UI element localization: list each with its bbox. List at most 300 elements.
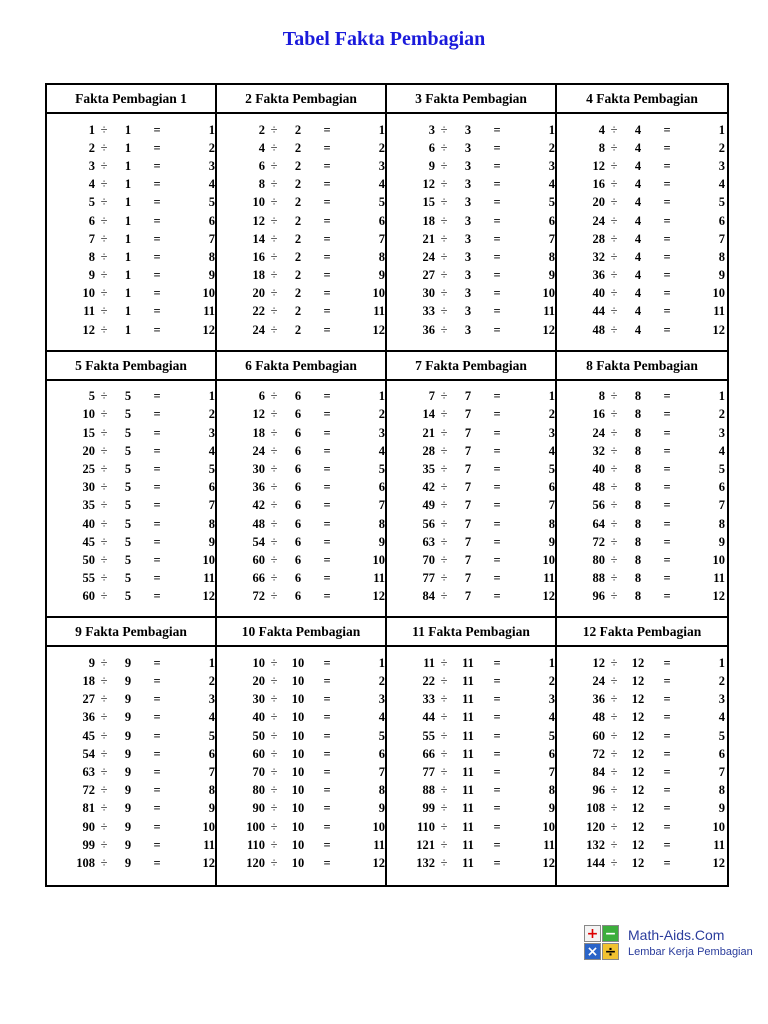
fact-row [217, 588, 385, 606]
dividend: 12 [82, 322, 95, 337]
divisor: 4 [634, 158, 642, 173]
equals-sign: = [663, 765, 671, 780]
divisor: 10 [291, 728, 305, 743]
divisor: 3 [464, 268, 472, 283]
equals-sign: = [153, 304, 161, 319]
divisor: 9 [124, 801, 132, 816]
quotient: 11 [713, 837, 725, 852]
dividend: 77 [422, 571, 435, 586]
equals-sign: = [323, 389, 331, 404]
dividend: 108 [76, 855, 95, 870]
divisor: 2 [294, 322, 302, 337]
divide-sign: ÷ [100, 286, 108, 301]
divisor: 10 [291, 692, 305, 707]
divide-sign: ÷ [270, 304, 278, 319]
divisor: 3 [464, 304, 472, 319]
divisor: 6 [294, 552, 302, 567]
equals-sign: = [153, 589, 161, 604]
dividend: 49 [422, 498, 435, 513]
equals-sign: = [493, 571, 501, 586]
quotient: 3 [378, 158, 385, 173]
minus-icon: − [602, 925, 619, 942]
fact-row [217, 285, 385, 303]
divide-sign: ÷ [610, 286, 618, 301]
dividend: 132 [586, 837, 605, 852]
dividend: 3 [428, 122, 435, 137]
dividend: 32 [592, 249, 605, 264]
quotient: 7 [208, 231, 215, 246]
divide-sign: ÷ [270, 674, 278, 689]
divide-sign: ÷ [610, 655, 618, 670]
fact-row [47, 194, 215, 212]
divide-sign: ÷ [270, 728, 278, 743]
divisor: 7 [464, 407, 472, 422]
equals-sign: = [663, 195, 671, 210]
dividend: 6 [428, 140, 435, 155]
fact-rows [557, 381, 727, 606]
divisor: 3 [464, 286, 472, 301]
quotient: 9 [378, 801, 385, 816]
divisor: 1 [124, 213, 132, 228]
equals-sign: = [323, 177, 331, 192]
dividend: 80 [592, 552, 605, 567]
divisor: 10 [291, 801, 305, 816]
divide-sign: ÷ [440, 801, 448, 816]
quotient: 11 [203, 837, 215, 852]
divide-sign: ÷ [100, 249, 108, 264]
dividend: 12 [252, 407, 265, 422]
quotient: 3 [548, 692, 555, 707]
divide-sign: ÷ [270, 783, 278, 798]
fact-row [557, 479, 727, 497]
fact-row [217, 654, 385, 672]
divide-sign: ÷ [100, 692, 108, 707]
fact-row [387, 424, 555, 442]
divisor: 1 [124, 268, 132, 283]
dividend: 24 [592, 425, 605, 440]
quotient: 6 [718, 746, 725, 761]
equals-sign: = [153, 425, 161, 440]
divide-sign: ÷ [610, 819, 618, 834]
divide-sign: ÷ [610, 746, 618, 761]
quotient: 4 [208, 177, 215, 192]
quotient: 12 [712, 589, 725, 604]
fact-row [387, 836, 555, 854]
fact-table-heading: 4 Fakta Pembagian [557, 85, 727, 114]
fact-row [387, 248, 555, 266]
divisor: 3 [464, 177, 472, 192]
divide-sign: ÷ [610, 855, 618, 870]
quotient: 4 [718, 177, 725, 192]
divide-sign: ÷ [270, 322, 278, 337]
fact-row [557, 285, 727, 303]
dividend: 12 [592, 655, 605, 670]
dividend: 7 [88, 231, 95, 246]
fact-row [387, 285, 555, 303]
divide-sign: ÷ [100, 158, 108, 173]
quotient: 5 [378, 462, 385, 476]
divisor: 11 [462, 692, 474, 707]
dividend: 50 [82, 552, 95, 567]
divide-sign: ÷ [610, 765, 618, 780]
quotient: 1 [378, 655, 385, 670]
fact-row [217, 570, 385, 588]
quotient: 1 [208, 122, 215, 137]
dividend: 36 [592, 692, 605, 707]
quotient: 8 [208, 516, 215, 531]
dividend: 72 [252, 589, 265, 604]
divide-sign: ÷ [610, 195, 618, 210]
divisor: 2 [294, 122, 302, 137]
fact-row [47, 248, 215, 266]
equals-sign: = [153, 389, 161, 404]
fact-row [217, 854, 385, 872]
divisor: 8 [634, 552, 642, 567]
equals-sign: = [663, 286, 671, 301]
fact-row [387, 230, 555, 248]
divisor: 5 [124, 407, 132, 422]
fact-row [47, 121, 215, 139]
divisor: 2 [294, 249, 302, 264]
dividend: 56 [422, 516, 435, 531]
equals-sign: = [493, 498, 501, 513]
dividend: 99 [422, 801, 435, 816]
equals-sign: = [493, 655, 501, 670]
fact-row [557, 194, 727, 212]
quotient: 2 [378, 407, 385, 422]
equals-sign: = [663, 655, 671, 670]
fact-row [217, 836, 385, 854]
equals-sign: = [153, 765, 161, 780]
divisor: 7 [464, 425, 472, 440]
fact-row [387, 551, 555, 569]
fact-table [387, 85, 557, 352]
dividend: 36 [422, 322, 435, 337]
divisor: 3 [464, 213, 472, 228]
dividend: 50 [252, 728, 265, 743]
quotient: 4 [718, 710, 725, 725]
dividend: 9 [88, 268, 95, 283]
fact-row [387, 176, 555, 194]
fact-row [387, 515, 555, 533]
equals-sign: = [493, 819, 501, 834]
fact-table-heading: 12 Fakta Pembagian [557, 618, 727, 647]
divisor: 2 [294, 213, 302, 228]
equals-sign: = [153, 710, 161, 725]
quotient: 7 [378, 498, 385, 513]
divide-sign: ÷ [440, 122, 448, 137]
divisor: 2 [294, 158, 302, 173]
divide-sign: ÷ [610, 516, 618, 531]
divide-sign: ÷ [270, 855, 278, 870]
divisor: 9 [124, 837, 132, 852]
dividend: 11 [83, 304, 95, 319]
quotient: 5 [718, 728, 725, 743]
divide-sign: ÷ [610, 389, 618, 404]
divide-sign: ÷ [270, 801, 278, 816]
fact-row [387, 121, 555, 139]
fact-table-heading: Fakta Pembagian 1 [47, 85, 215, 114]
divide-sign: ÷ [100, 552, 108, 567]
equals-sign: = [493, 480, 501, 495]
divide-sign: ÷ [440, 783, 448, 798]
quotient: 7 [718, 498, 725, 513]
divisor: 11 [462, 801, 474, 816]
quotient: 1 [378, 122, 385, 137]
equals-sign: = [493, 765, 501, 780]
divisor: 8 [634, 516, 642, 531]
fact-row [387, 654, 555, 672]
divisor: 7 [464, 534, 472, 549]
divide-sign: ÷ [270, 122, 278, 137]
divisor: 12 [631, 728, 645, 743]
divisor: 6 [294, 571, 302, 586]
dividend: 48 [592, 322, 605, 337]
quotient: 9 [548, 534, 555, 549]
divide-sign: ÷ [270, 819, 278, 834]
quotient: 8 [718, 783, 725, 798]
quotient: 11 [373, 571, 385, 586]
divide-sign: ÷ [440, 765, 448, 780]
dividend: 24 [422, 249, 435, 264]
divisor: 11 [462, 837, 474, 852]
equals-sign: = [323, 855, 331, 870]
equals-sign: = [493, 692, 501, 707]
equals-sign: = [153, 783, 161, 798]
quotient: 2 [548, 407, 555, 422]
divisor: 2 [294, 231, 302, 246]
quotient: 6 [718, 213, 725, 228]
divisor: 7 [464, 516, 472, 531]
divide-sign: ÷ [440, 480, 448, 495]
fact-row [47, 727, 215, 745]
quotient: 10 [712, 552, 725, 567]
equals-sign: = [153, 692, 161, 707]
divisor: 2 [294, 195, 302, 210]
dividend: 72 [592, 746, 605, 761]
equals-sign: = [323, 534, 331, 549]
equals-sign: = [153, 837, 161, 852]
fact-row [387, 267, 555, 285]
divisor: 8 [634, 389, 642, 404]
divisor: 7 [464, 552, 472, 567]
equals-sign: = [153, 746, 161, 761]
fact-row [557, 139, 727, 157]
equals-sign: = [493, 140, 501, 155]
dividend: 110 [246, 837, 265, 852]
fact-row [387, 321, 555, 339]
equals-sign: = [323, 213, 331, 228]
equals-sign: = [323, 443, 331, 458]
equals-sign: = [663, 249, 671, 264]
fact-row [557, 800, 727, 818]
divide-sign: ÷ [610, 177, 618, 192]
fact-rows [387, 647, 555, 872]
divide-icon: ÷ [602, 943, 619, 960]
divide-sign: ÷ [610, 407, 618, 422]
equals-sign: = [153, 534, 161, 549]
divisor: 7 [464, 389, 472, 404]
equals-sign: = [663, 443, 671, 458]
dividend: 36 [592, 268, 605, 283]
divide-sign: ÷ [270, 462, 278, 476]
divide-sign: ÷ [610, 837, 618, 852]
fact-table [387, 352, 557, 619]
dividend: 21 [422, 425, 435, 440]
dividend: 33 [422, 692, 435, 707]
divide-sign: ÷ [610, 710, 618, 725]
quotient: 1 [548, 655, 555, 670]
fact-row [217, 388, 385, 406]
dividend: 35 [82, 498, 95, 513]
fact-table-heading: 11 Fakta Pembagian [387, 618, 555, 647]
divisor: 5 [124, 480, 132, 495]
fact-row [217, 176, 385, 194]
quotient: 6 [718, 480, 725, 495]
quotient: 4 [718, 443, 725, 458]
divide-sign: ÷ [100, 177, 108, 192]
quotient: 8 [378, 249, 385, 264]
equals-sign: = [323, 158, 331, 173]
quotient: 7 [208, 765, 215, 780]
quotient: 2 [208, 407, 215, 422]
divide-sign: ÷ [270, 552, 278, 567]
equals-sign: = [663, 268, 671, 283]
equals-sign: = [493, 801, 501, 816]
divide-sign: ÷ [100, 425, 108, 440]
divide-sign: ÷ [100, 855, 108, 870]
divide-sign: ÷ [100, 710, 108, 725]
divisor: 12 [631, 655, 645, 670]
quotient: 2 [378, 674, 385, 689]
divisor: 6 [294, 589, 302, 604]
fact-row [557, 121, 727, 139]
quotient: 5 [548, 195, 555, 210]
divide-sign: ÷ [440, 304, 448, 319]
equals-sign: = [153, 231, 161, 246]
quotient: 2 [208, 674, 215, 689]
divide-sign: ÷ [610, 213, 618, 228]
fact-row [557, 763, 727, 781]
times-icon: × [584, 943, 601, 960]
quotient: 3 [718, 158, 725, 173]
divide-sign: ÷ [610, 480, 618, 495]
quotient: 7 [548, 498, 555, 513]
quotient: 10 [712, 819, 725, 834]
divisor: 12 [631, 746, 645, 761]
equals-sign: = [493, 589, 501, 604]
dividend: 81 [82, 801, 95, 816]
fact-table [217, 85, 387, 352]
equals-sign: = [323, 425, 331, 440]
equals-sign: = [663, 589, 671, 604]
dividend: 80 [252, 783, 265, 798]
dividend: 18 [422, 213, 435, 228]
quotient: 4 [378, 710, 385, 725]
fact-row [217, 194, 385, 212]
dividend: 28 [592, 231, 605, 246]
divisor: 8 [634, 407, 642, 422]
fact-row [217, 424, 385, 442]
divisor: 9 [124, 692, 132, 707]
divide-sign: ÷ [610, 268, 618, 283]
divisor: 3 [464, 195, 472, 210]
equals-sign: = [323, 231, 331, 246]
quotient: 11 [543, 304, 555, 319]
equals-sign: = [323, 322, 331, 337]
fact-row [387, 709, 555, 727]
dividend: 48 [592, 710, 605, 725]
quotient: 9 [208, 534, 215, 549]
fact-row [47, 533, 215, 551]
divide-sign: ÷ [440, 589, 448, 604]
divisor: 1 [124, 140, 132, 155]
divisor: 3 [464, 158, 472, 173]
equals-sign: = [323, 801, 331, 816]
equals-sign: = [153, 728, 161, 743]
quotient: 10 [372, 286, 385, 301]
divide-sign: ÷ [100, 516, 108, 531]
fact-row [557, 836, 727, 854]
fact-row [557, 745, 727, 763]
divisor: 10 [291, 819, 305, 834]
math-aids-logo [584, 925, 764, 965]
fact-row [217, 321, 385, 339]
logo-name: Math-Aids.Com [628, 927, 725, 943]
fact-row [217, 303, 385, 321]
divisor: 2 [294, 177, 302, 192]
fact-row [47, 745, 215, 763]
equals-sign: = [663, 534, 671, 549]
quotient: 11 [713, 571, 725, 586]
divisor: 4 [634, 195, 642, 210]
equals-sign: = [153, 213, 161, 228]
equals-sign: = [153, 552, 161, 567]
divisor: 4 [634, 177, 642, 192]
equals-sign: = [493, 534, 501, 549]
dividend: 8 [88, 249, 95, 264]
divisor: 12 [631, 855, 645, 870]
quotient: 2 [548, 674, 555, 689]
dividend: 32 [592, 443, 605, 458]
equals-sign: = [663, 710, 671, 725]
divisor: 10 [291, 783, 305, 798]
divide-sign: ÷ [100, 801, 108, 816]
dividend: 10 [82, 407, 95, 422]
equals-sign: = [493, 213, 501, 228]
fact-row [47, 515, 215, 533]
equals-sign: = [663, 231, 671, 246]
divide-sign: ÷ [270, 231, 278, 246]
divisor: 8 [634, 462, 642, 476]
divisor: 11 [462, 855, 474, 870]
equals-sign: = [323, 674, 331, 689]
fact-row [47, 285, 215, 303]
quotient: 12 [202, 322, 215, 337]
dividend: 90 [82, 819, 95, 834]
fact-table [557, 352, 727, 619]
dividend: 10 [252, 195, 265, 210]
divisor: 4 [634, 286, 642, 301]
divide-sign: ÷ [100, 819, 108, 834]
equals-sign: = [493, 407, 501, 422]
divisor: 9 [124, 655, 132, 670]
divide-sign: ÷ [100, 322, 108, 337]
dividend: 18 [252, 425, 265, 440]
equals-sign: = [323, 304, 331, 319]
divisor: 8 [634, 443, 642, 458]
dividend: 25 [82, 462, 95, 476]
